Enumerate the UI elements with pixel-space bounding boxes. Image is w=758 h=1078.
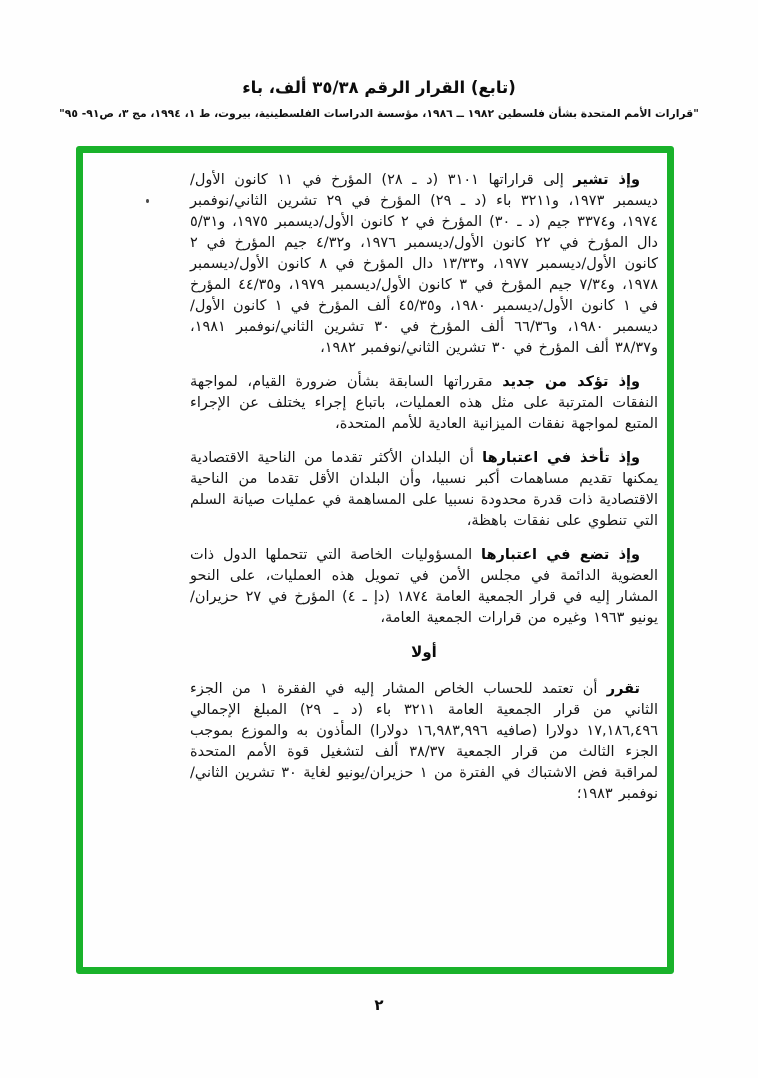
paragraph-lead: وإذ تشير	[573, 172, 640, 188]
paragraph-lead: وإذ تؤكد من جديد	[502, 374, 640, 390]
page-number: ٢	[374, 996, 384, 1014]
paragraph-body: أن البلدان الأكثر تقدما من الناحية الاقتصادية يمكنها تقديم مساهمات أكبر نسبيا، وأن البلدان الأقل تقدما من الناحية الاقتصادية ذات قدرة محدودة نسبيا على المساهمة في عمليات صيانة السلم التي تنطوي على نفقات باهظة،	[190, 450, 658, 529]
paragraph-body: أن تعتمد للحساب الخاص المشار إليه في الفقرة ١ من الجزء الثاني من قرار الجمعية العامة ٣٢١١ باء (د ـ ٢٩) المبلغ الإجمالي ١٧,١٨٦,٤٩٦ دولارا (صافيه ١٦,٩٨٣,٩٩٦ دولارا) المأذون به والموزع بموجب الجزء الثالث من قرار الجمعية ٣٨/٣٧ ألف لتشغيل قوة الأمم المتحدة لمراقبة فض الاشتباك في الفترة من ١ حزيران/يونيو لغاية ٣٠ تشرين الثاني/نوفمبر ١٩٨٣؛	[190, 681, 659, 802]
paragraph-body: المسؤوليات الخاصة التي تتحملها الدول ذات العضوية الدائمة في مجلس الأمن في تمويل هذه العمليات، على النحو المشار إليه في قرار الجمعية العامة ١٨٧٤ (دإ ـ ٤) المؤرخ في ٢٧ حزيران/يونيو ١٩٦٣ وغيره من قرارات الجمعية العامة،	[190, 547, 659, 626]
paragraph	[190, 679, 658, 805]
page-title: (تابع) القرار الرقم ٣٥/٣٨ ألف، باء	[242, 78, 516, 97]
paragraph	[190, 545, 658, 629]
resolution-text	[190, 170, 658, 818]
scan-artifact-dot	[146, 199, 149, 203]
paragraph-lead: وإذ تضع في اعتبارها	[481, 547, 641, 563]
paragraph-body: إلى قراراتها ٣١٠١ (د ـ ٢٨) المؤرخ في ١١ كانون الأول/ديسمبر ١٩٧٣، و٣٢١١ باء (د ـ ٢٩) المؤرخ في ٢٩ تشرين الثاني/نوفمبر ١٩٧٤، و٣٣٧٤ جيم (د ـ ٣٠) المؤرخ في ٢ كانون الأول/ديسمبر ١٩٧٥، و٥/٣١ دال المؤرخ في ٢٢ كانون الأول/ديسمبر ١٩٧٦، و٤/٣٢ جيم المؤرخ في ٢ كانون الأول/ديسمبر ١٩٧٧، و١٣/٣٣ دال المؤرخ في ٨ كانون الأول/ديسمبر ١٩٧٨، و٧/٣٤ جيم المؤرخ في ٣ كانون الأول/ديسمبر ١٩٧٩، و٤٤/٣٥ المؤرخ في ١ كانون الأول/ديسمبر ١٩٨٠، و٤٥/٣٥ ألف المؤرخ في ١ كانون الأول/ديسمبر ١٩٨٠، و٦٦/٣٦ ألف المؤرخ في ٣٠ تشرين الثاني/نوفمبر ١٩٨١، و٣٨/٣٧ ألف المؤرخ في ٣٠ تشرين الثاني/نوفمبر ١٩٨٢،	[190, 172, 659, 356]
source-citation: "قرارات الأمم المتحدة بشأن فلسطين ١٩٨٢ ــ ١٩٨٦، مؤسسة الدراسات الفلسطينية، بيروت، ط ١، ١٩٩٤، مج ٣، ص٩١- ٩٥"	[59, 107, 699, 120]
paragraph-lead: تقرر	[606, 681, 640, 697]
section-heading: أولا	[411, 643, 437, 661]
paragraph	[190, 170, 658, 359]
paragraph-lead: وإذ تأخذ في اعتبارها	[482, 450, 640, 466]
paragraph-body: مقرراتها السابقة بشأن ضرورة القيام، لمواجهة النفقات المترتبة على مثل هذه العمليات، باتباع إجراء يختلف عن الإجراء المتبع لمواجهة نفقات الميزانية العادية للأمم المتحدة،	[190, 374, 658, 432]
paragraph	[190, 448, 658, 532]
paragraph	[190, 372, 658, 435]
